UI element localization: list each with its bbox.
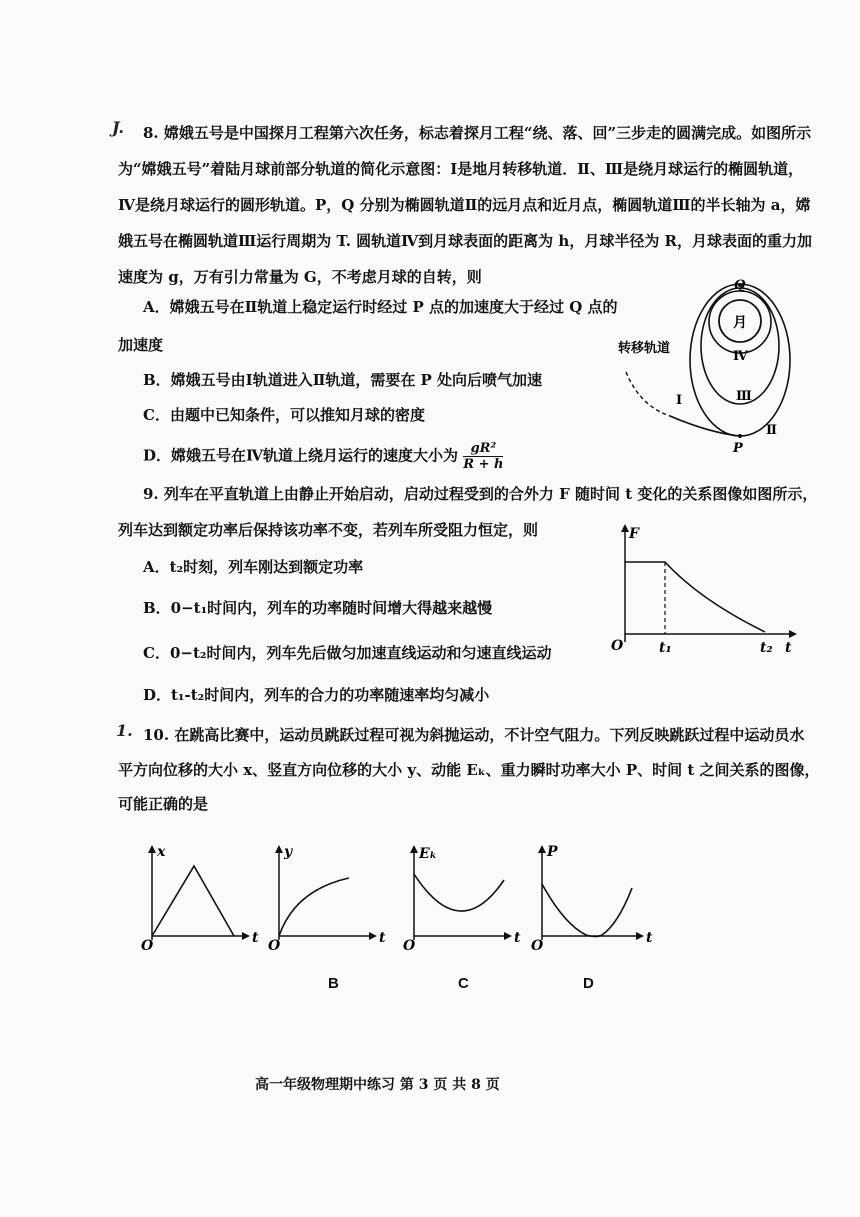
ek-t-curve	[414, 874, 504, 911]
q8-option-d-text: D．嫦娥五号在Ⅳ轨道上绕月运行的速度大小为	[143, 446, 459, 465]
choice-label-d: D	[583, 975, 594, 992]
graph-a-xlabel: t	[252, 930, 259, 946]
y-axis-arrow	[275, 845, 283, 853]
graph-d-origin: O	[531, 938, 544, 954]
graph-c-ylabel: Eₖ	[419, 846, 437, 862]
force-curve	[625, 562, 765, 632]
handwritten-mark-q8: J.	[112, 118, 124, 137]
label-orbit-iv: Ⅳ	[733, 349, 748, 364]
q9-line-1: 9. 列车在平直轨道上由静止开始启动，启动过程受到的合外力 F 随时间 t 变化的关系图像如图所示，	[143, 485, 818, 503]
t2-label: t₂	[760, 640, 773, 656]
q10-line-3: 可能正确的是	[118, 795, 209, 813]
y-axis-arrow	[148, 845, 156, 853]
graph-a-origin: O	[141, 938, 154, 954]
q8-line-3: Ⅳ是绕月球运行的圆形轨道。P，Q 分别为椭圆轨道Ⅱ的远月点和近月点，椭圆轨道Ⅲ的半长轴为 a，嫦	[118, 196, 811, 214]
q9-option-d: D．t₁-t₂时间内，列车的合力的功率随速率均匀减小	[143, 686, 490, 704]
x-axis-arrow	[369, 932, 377, 940]
point-p	[738, 434, 742, 438]
x-axis-arrow	[242, 932, 250, 940]
graph-a-ylabel: x	[157, 844, 166, 860]
graph-d-ylabel: P	[547, 844, 558, 860]
q9-option-a: A．t₂时刻，列车刚达到额定功率	[143, 558, 364, 576]
graph-b-ylabel: y	[284, 844, 293, 860]
q8-line-2: 为“嫦娥五号”着陆月球前部分轨道的简化示意图：Ⅰ是地月转移轨道．Ⅱ、Ⅲ是绕月球运行的椭圆轨道，	[118, 160, 804, 178]
q9-option-b: B．0−t₁时间内，列车的功率随时间增大得越来越慢	[143, 599, 493, 617]
handwritten-mark-q10: 1.	[116, 721, 133, 740]
orbit-i	[670, 416, 740, 436]
label-orbit-i: Ⅰ	[676, 393, 683, 408]
transfer-orbit-label: 转移轨道	[618, 341, 671, 356]
label-orbit-iii: Ⅲ	[736, 389, 752, 404]
fraction-denominator: R + h	[463, 457, 504, 472]
force-time-graph	[605, 520, 805, 660]
t-label: t	[785, 640, 792, 656]
moon-label: 月	[733, 315, 747, 331]
q9-line-2: 列车达到额定功率后保持该功率不变，若列车所受阻力恒定，则	[118, 521, 539, 539]
choice-label-b: B	[328, 975, 339, 992]
graph-b-origin: O	[268, 938, 281, 954]
fraction-numerator: gR²	[463, 441, 503, 457]
graph-d-xlabel: t	[646, 930, 653, 946]
q8-option-d-fraction	[463, 441, 503, 472]
y-axis-arrow	[538, 845, 546, 853]
x-axis-arrow	[504, 932, 512, 940]
graph-ek-t	[400, 840, 525, 955]
orbit-i-dashed	[626, 372, 740, 436]
y-t-curve	[279, 878, 349, 936]
choice-label-c: C	[458, 975, 469, 992]
graph-c-xlabel: t	[514, 930, 521, 946]
q8-line-5: 速度为 g，万有引力常量为 G，不考虑月球的自转，则	[118, 268, 482, 286]
orbit-diagram	[600, 276, 800, 461]
q8-line-1: 8. 嫦娥五号是中国探月工程第六次任务，标志着探月工程“绕、落、回”三步走的圆满完成。如图所示	[143, 124, 812, 142]
graph-c-origin: O	[403, 938, 416, 954]
q8-option-b: B．嫦娥五号由Ⅰ轨道进入Ⅱ轨道，需要在 P 处向后喷气加速	[143, 371, 543, 389]
label-orbit-ii: Ⅱ	[766, 423, 777, 438]
q8-option-a-cont: 加速度	[118, 336, 164, 354]
p-t-curve	[542, 884, 632, 937]
q10-line-1: 10. 在跳高比赛中，运动员跳跃过程可视为斜抛运动，不计空气阻力。下列反映跳跃过程中运动员水	[143, 726, 805, 744]
q10-line-2: 平方向位移的大小 x、竖直方向位移的大小 y、动能 Eₖ、重力瞬时功率大小 P、时间 t 之间关系的图像，	[118, 761, 820, 779]
f-axis-arrow	[621, 524, 629, 532]
t-axis-arrow	[789, 630, 797, 638]
graph-p-t	[528, 840, 658, 955]
graph-b-xlabel: t	[379, 930, 386, 946]
x-axis-arrow	[636, 932, 644, 940]
q8-option-c: C．由题中已知条件，可以推知月球的密度	[143, 406, 425, 424]
q9-option-c: C．0−t₂时间内，列车先后做匀加速直线运动和匀速直线运动	[143, 644, 552, 662]
page-footer: 高一年级物理期中练习 第 3 页 共 8 页	[255, 1077, 500, 1093]
q8-option-d	[143, 441, 503, 472]
graph-y-t	[265, 840, 390, 955]
t1-label: t₁	[659, 640, 672, 656]
label-q: Q	[734, 278, 746, 293]
x-t-curve	[152, 866, 234, 936]
f-label: F	[629, 526, 639, 542]
graph-x-t	[138, 840, 263, 955]
y-axis-arrow	[410, 845, 418, 853]
origin-label: O	[611, 638, 624, 654]
q8-line-4: 娥五号在椭圆轨道Ⅲ运行周期为 T. 圆轨道Ⅳ到月球表面的距离为 h，月球半径为 R，月球表面的重力加	[118, 232, 813, 250]
q8-option-a: A．嫦娥五号在Ⅱ轨道上稳定运行时经过 P 点的加速度大于经过 Q 点的	[143, 298, 618, 316]
label-p: P	[733, 441, 743, 456]
